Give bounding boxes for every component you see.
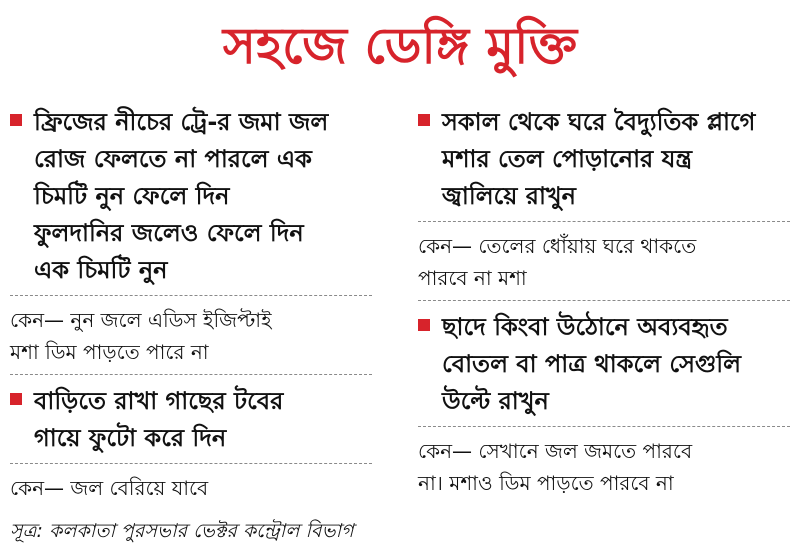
tip-heading-line: এক চিমটি নুন xyxy=(34,256,168,284)
page-title: সহজে ডেঙ্গি মুক্তি xyxy=(222,17,578,75)
tip-heading-line: মশার তেল পোড়ানোর যন্ত্র xyxy=(442,145,693,173)
tip-unused-bottles xyxy=(418,309,790,499)
tip-reason xyxy=(10,472,372,504)
tip-flower-pot xyxy=(10,383,372,504)
tip-reason xyxy=(10,304,372,368)
tip-heading-line: গায়ে ফুটো করে দিন xyxy=(34,424,227,452)
tip-reason xyxy=(418,230,790,294)
tip-heading-line: জ্বালিয়ে রাখুন xyxy=(442,182,577,210)
left-column xyxy=(10,104,372,504)
tip-heading-line: বোতল বা পাত্র থাকলে সেগুলি xyxy=(442,350,742,378)
tip-heading-line: সকাল থেকে ঘরে বৈদ্যুতিক প্লাগে xyxy=(442,108,756,136)
tip-reason-line: না। মশাও ডিম পাড়তে পারবে না xyxy=(418,471,674,495)
red-square-bullet-icon xyxy=(418,114,430,126)
tip-heading-line: চিমটি নুন ফেলে দিন xyxy=(34,182,230,210)
red-square-bullet-icon xyxy=(418,319,430,331)
dashed-divider xyxy=(418,300,790,301)
tip-reason xyxy=(418,435,790,499)
tip-reason-line: কেন— জল বেরিয়ে যাবে xyxy=(10,476,209,500)
tip-heading xyxy=(34,383,372,457)
tip-reason-line: কেন— সেখানে জল জমতে পারবে xyxy=(418,439,693,463)
right-column xyxy=(418,104,790,499)
dashed-divider xyxy=(10,374,372,375)
dashed-divider xyxy=(10,295,372,296)
dashed-divider xyxy=(418,426,790,427)
red-square-bullet-icon xyxy=(10,393,22,405)
dashed-divider xyxy=(10,463,372,464)
tip-heading xyxy=(34,104,372,289)
source-credit: সূত্র: কলকাতা পুরসভার ভেক্টর কন্ট্রোল বিভাগ xyxy=(10,520,354,542)
tip-heading xyxy=(442,309,790,420)
tip-reason-line: কেন— তেলের ধোঁয়ায় ঘরে থাকতে xyxy=(418,234,697,258)
tip-fridge-tray xyxy=(10,104,372,368)
tip-heading-line: ফুলদানির জলেও ফেলে দিন xyxy=(34,219,304,247)
tip-mosquito-plug xyxy=(418,104,790,294)
tip-heading-line: রোজ ফেলতে না পারলে এক xyxy=(34,145,312,173)
tip-reason-line: কেন— নুন জলে এডিস ইজিপ্টাই xyxy=(10,308,272,332)
tip-heading-line: উল্টে রাখুন xyxy=(442,387,549,415)
column-divider xyxy=(395,104,396,512)
tip-heading-line: ছাদে কিংবা উঠোনে অব্যবহৃত xyxy=(442,313,728,341)
tip-reason-line: পারবে না মশা xyxy=(418,266,527,290)
tip-heading-line: ফ্রিজের নীচের ট্রে-র জমা জল xyxy=(34,108,329,136)
tip-heading xyxy=(442,104,790,215)
tip-heading-line: বাড়িতে রাখা গাছের টবের xyxy=(34,387,284,415)
red-square-bullet-icon xyxy=(10,114,22,126)
tip-reason-line: মশা ডিম পাড়তে পারে না xyxy=(10,340,209,364)
dashed-divider xyxy=(418,221,790,222)
